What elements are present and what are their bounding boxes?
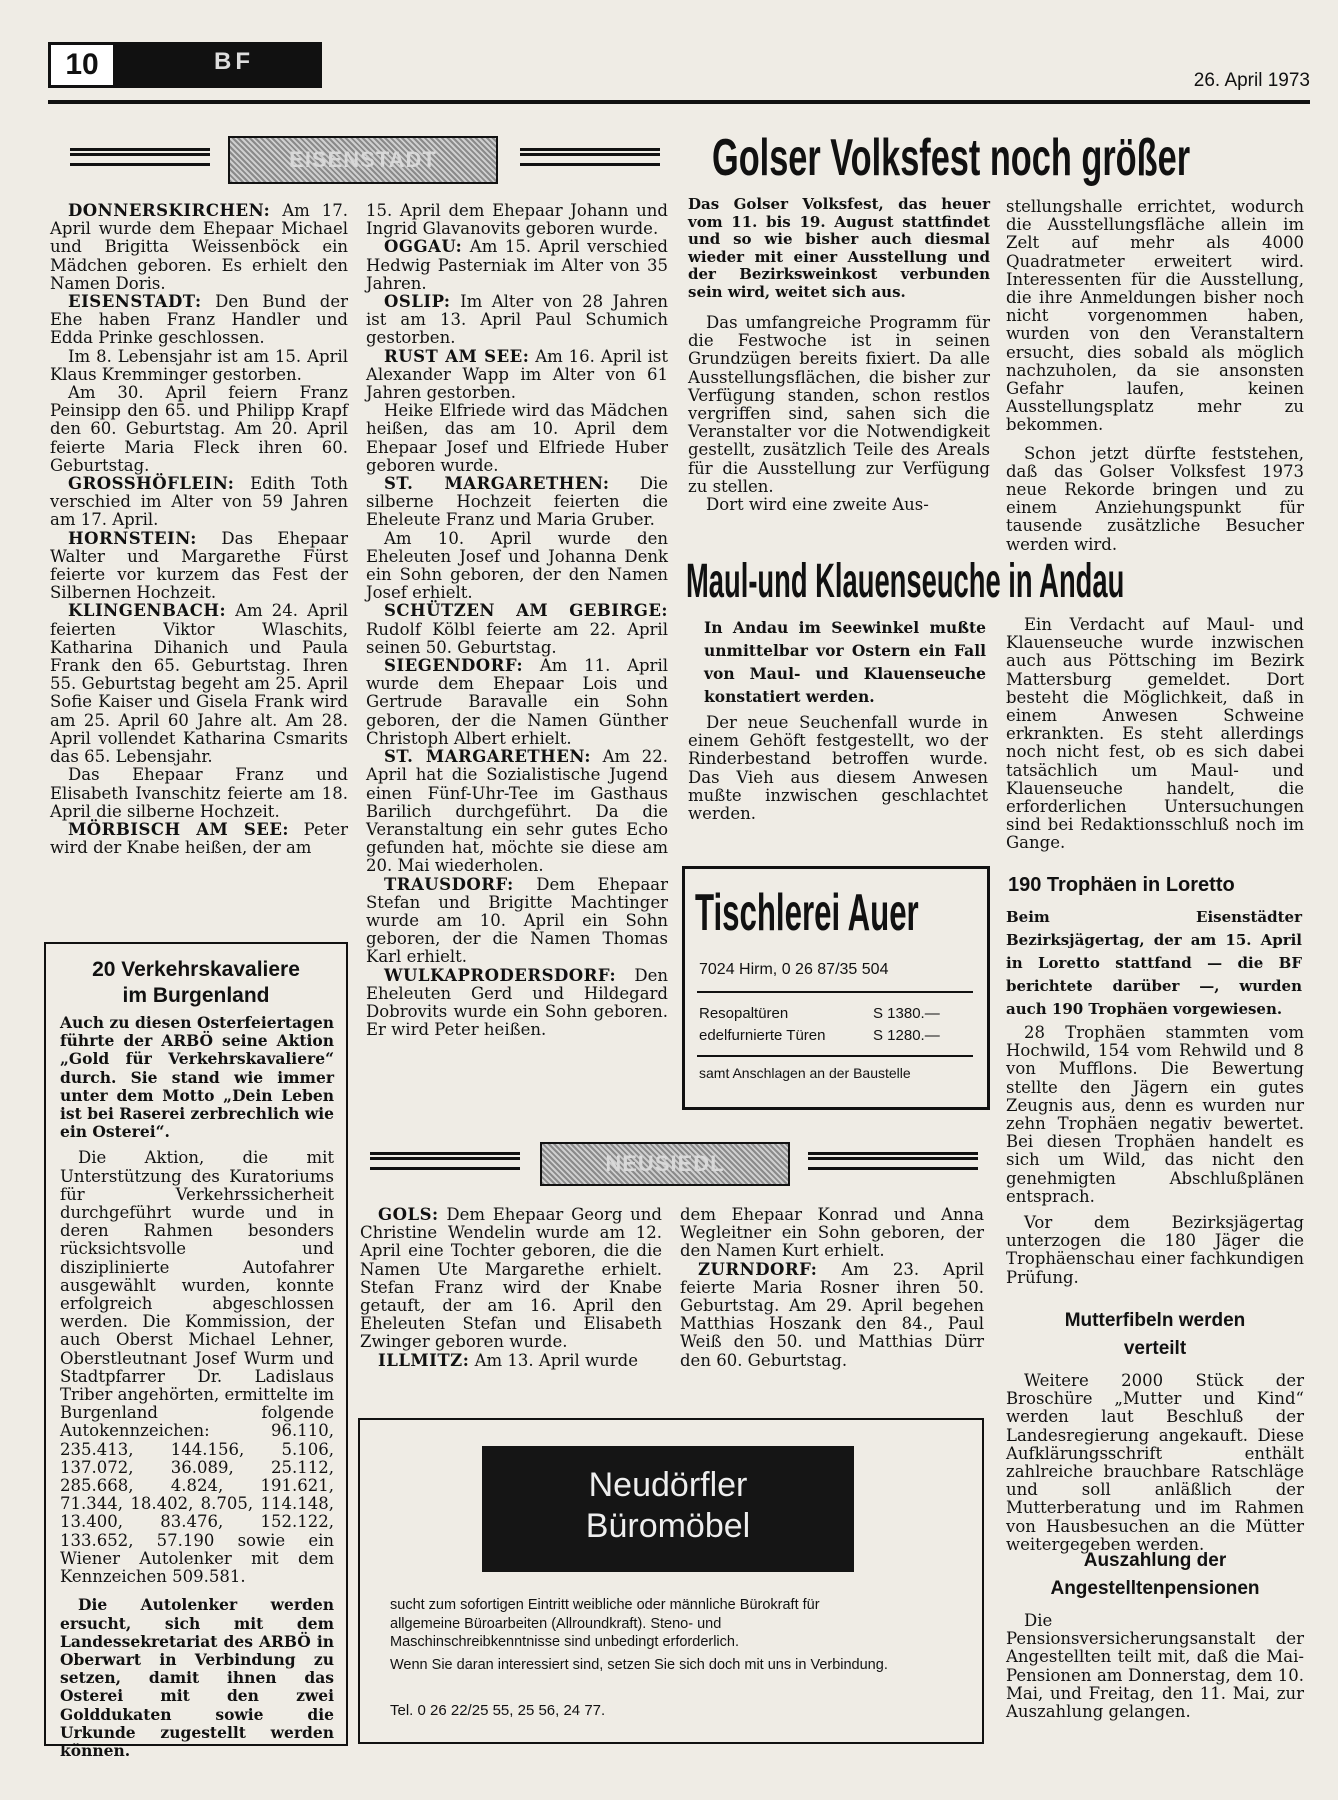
tischlerei-item-1-label: Resopaltüren: [699, 1005, 789, 1022]
verkehr-headline-1: 20 Verkehrskavaliere: [92, 958, 300, 981]
trophaeen-paragraph-1: 28 Trophäen stammten vom Hochwild, 154 vom Rehwild und 8 von Mufflons. Die Bewertung stellte den Jägern ein gutes Zeugnis aus, denn es wurden nur zehn Trophäen negativ bewertet. Bei diesen Trophäen handelt es sich um Wild, das nicht den genehmigten Abschlußplänen entsprach.: [1006, 1023, 1304, 1206]
pensionen-headline-1: Auszahlung der: [1083, 1550, 1227, 1571]
trophaeen-paragraph-2: Vor dem Bezirksjägertag unterzogen die 180 Jäger die Trophäenschau einer fachkundigen Prüfung.: [1006, 1213, 1304, 1287]
tischlerei-name: Tischlerei Auer: [695, 884, 919, 942]
neudoerfler-title-1: Neudörfler: [588, 1466, 748, 1504]
trophaeen-body: [1006, 1024, 1304, 1287]
golser-paragraph-3: stellungshalle errichtet, wodurch die Ausstellungsfläche allein im Zelt auf mehr als 4000 Quadratmeter erweitert wird. Interessenten für die Ausstellung, die ihre Anmeldungen bisher noch nicht vorgenommen haben, wurden von den Veranstaltern ersucht, dies sobald als möglich nachzuholen, da sie ansonsten Gefahr laufen, keinen Ausstellungsplatz mehr zu bekommen.: [1006, 197, 1304, 435]
notice-text: 15. April dem Ehepaar Johann und Ingrid Glavanovits geboren wurde.: [366, 201, 668, 239]
maul-column-2: [1006, 616, 1304, 853]
section-rule-left-2: [370, 1152, 520, 1170]
notice-item: [50, 475, 348, 530]
section-code: BF: [214, 48, 254, 75]
notice-location: TRAUSDORF:: [384, 874, 514, 894]
notice-text: Am 11. April wurde dem Ehepaar Lois und Gertrude Baravalle ein Sohn geboren, der die Namen Günther Christoph Albert erhielt.: [366, 656, 668, 748]
notice-item: [50, 821, 348, 857]
golser-column-1: [688, 314, 990, 514]
neudoerfler-title-2: Büromöbel: [585, 1507, 751, 1545]
tischlerei-item-1-price: S 1380.—: [873, 1005, 940, 1022]
neusiedl-column-2: [680, 1206, 984, 1370]
verkehr-body: [60, 1149, 334, 1760]
notice-location: GROSSHÖFLEIN:: [68, 474, 235, 494]
tischlerei-rule-2: [697, 1055, 973, 1057]
pensionen-headline-2: Angestelltenpensionen: [1050, 1578, 1260, 1599]
neudoerfler-text-2: Wenn Sie daran interessiert sind, setzen Sie sich doch mit uns in Verbindung.: [390, 1657, 888, 1673]
notice-location: OGGAU:: [384, 237, 463, 257]
mutterfibeln-body: [1006, 1372, 1304, 1554]
golser-paragraph-4: Schon jetzt dürfte feststehen, daß das Golser Volksfest 1973 neue Rekorde bringen und zu einem Anziehungspunkt für tausende zusätzliche Besucher werden wird.: [1006, 443, 1304, 554]
verkehr-headline-2: im Burgenland: [122, 984, 270, 1007]
notice-location: SCHÜTZEN AM GEBIRGE:: [384, 601, 668, 621]
notice-item: [50, 384, 348, 475]
notice-location: ST. MARGARETHEN:: [384, 747, 591, 767]
notice-text: Den Eheleuten Gerd und Hildegard Dobrovits wurde ein Sohn geboren. Er wird Peter heißen.: [366, 965, 668, 1040]
notice-location: HORNSTEIN:: [68, 528, 197, 548]
notice-text: Das Ehepaar Franz und Elisabeth Ivanschitz feierte am 18. April die silberne Hochzeit.: [50, 765, 348, 821]
notice-item: [50, 602, 348, 766]
notice-text: Im 8. Lebensjahr ist am 15. April Klaus Kremminger gestorben.: [50, 346, 348, 384]
notice-text: Am 10. April wurde den Eheleuten Josef und Johanna Denk ein Sohn geboren, der den Namen Josef erhielt.: [366, 528, 668, 603]
section-rule-right-2: [808, 1152, 978, 1170]
maul-lead: In Andau im Seewinkel mußte unmittelbar vor Ostern ein Fall von Maul- und Klauenseuche konstatiert werden.: [704, 618, 986, 706]
issue-date: 26. April 1973: [1193, 70, 1310, 91]
neudoerfler-text-1: sucht zum sofortigen Eintritt weibliche oder männliche Bürokraft für allgemeine Büroarbeiten (Allroundkraft). Steno- und Maschinschreibkenntnisse sind unbedingt erforderlich.: [390, 1597, 820, 1650]
section-rule-right: [520, 148, 660, 166]
maul-column-1: [688, 714, 988, 823]
notice-item: [50, 766, 348, 821]
notice-location: EISENSTADT:: [68, 292, 202, 312]
section-rule-left: [70, 148, 210, 166]
mutterfibeln-headline-2: verteilt: [1123, 1338, 1187, 1359]
notice-item: [680, 1261, 984, 1370]
trophaeen-headline: 190 Trophäen in Loretto: [1008, 874, 1235, 896]
maul-headline: Maul-und Klauenseuche in Andau: [686, 555, 1125, 608]
notice-item: [366, 602, 668, 657]
tischlerei-item-2-price: S 1280.—: [873, 1027, 940, 1044]
pensionen-body: [1006, 1612, 1304, 1721]
golser-paragraph-1: Das umfangreiche Programm für die Festwoche ist in seinen Grundzügen bereits fixiert. Da alle Ausstellungsflächen, die bisher zur Verfügung standen, schon restlos vergriffen sind, sahen sich die Veranstalter vor die Notwendigkeit gestellt, zusätzlich Teile des Areals für die Ausstellung zur Verfügung zu stellen.: [688, 313, 990, 496]
notice-item: [366, 967, 668, 1040]
notice-location: MÖRBISCH AM SEE:: [68, 819, 290, 839]
notice-item: [366, 475, 668, 530]
trophaeen-lead: Beim Eisenstädter Bezirksjägertag, der am 15. April in Loretto stattfand — die BF berichtete darüber —, wurden auch 190 Trophäen vorgewiesen.: [1006, 908, 1302, 1018]
neudoerfler-ad: [358, 1418, 984, 1744]
notice-item: [366, 238, 668, 293]
tischlerei-item-2-label: edelfurnierte Türen: [699, 1027, 826, 1044]
page-header: [48, 40, 1310, 110]
mutterfibeln-headline-1: Mutterfibeln werden: [1064, 1310, 1246, 1331]
notice-text: Im Alter von 28 Jahren ist am 13. April Paul Schumich gestorben.: [366, 292, 669, 348]
notice-text: Am 30. April feiern Franz Peinsipp den 65. und Philipp Krapf den 60. Geburtstag. Am 20. April feierte Maria Fleck ihren 60. Geburtstag.: [50, 383, 348, 475]
verkehr-lead: Auch zu diesen Osterfeiertagen führte der ARBÖ seine Aktion „Gold für Verkehrskavaliere“ durch. Sie stand wie immer unter dem Motto „Dein Leben ist bei Raserei zerbrechlich wie ein Osterei“.: [60, 1013, 334, 1142]
notice-text: Dem Ehepaar Georg und Christine Wendelin wurde am 12. April eine Tochter geboren, die die Namen Ute Margarethe erhielt. Stefan Franz wird der Knabe getauft, der am 16. April den Eheleuten Stefan und Elisabeth Zwinger geboren wurde.: [360, 1205, 662, 1352]
notice-text: Rudolf Kölbl feierte am 22. April seinen 50. Geburtstag.: [366, 619, 668, 657]
notice-text: dem Ehepaar Konrad und Anna Wegleitner ein Sohn geboren, der den Namen Kurt erhielt.: [680, 1205, 984, 1261]
tischlerei-ad: [682, 866, 990, 1110]
golser-headline: Golser Volksfest noch größer: [712, 129, 1191, 187]
verkehr-paragraph-1: Die Aktion, die mit Unterstützung des Kuratoriums für Verkehrssicherheit durchgeführt wurde und in deren Rahmen besonders rücksichtsvolle und disziplinierte Autofahrer ausgewählt wurden, konnte erfolgreich abgeschlossen werden. Die Kommission, der auch Oberst Michael Lehner, Oberstleutnant Josef Wurm und Stadtpfarrer Dr. Ladislaus Triber angehörten, ermittelte im Burgenland folgende Autokennzeichen: 96.110, 235.413, 144.156, 5.106, 137.072, 36.089, 25.112, 285.668, 4.824, 191.621, 71.344, 18.402, 8.705, 114.148, 13.400, 83.476, 152.122, 133.652, 57.190 sowie ein Wiener Autolenker mit dem Kennzeichen 509.581.: [60, 1148, 334, 1587]
notice-text: Das Ehepaar Walter und Margarethe Fürst feierte vor kurzem das Fest der Silbernen Hochzeit.: [50, 528, 348, 603]
tischlerei-footer: samt Anschlagen an der Baustelle: [699, 1065, 911, 1081]
maul-paragraph-2: Ein Verdacht auf Maul- und Klauenseuche wurde inzwischen auch aus Pöttsching im Bezirk Mattersburg gemeldet. Dort besteht die Möglichkeit, daß in einem Anwesen Schweine erkrankten. Es steht allerdings noch nicht fest, ob es sich dabei tatsächlich um Maul- und Klauenseuche handelt, die erforderlichen Untersuchungen sind bei Redaktionsschluß noch im Gange.: [1006, 615, 1304, 853]
notice-text: Am 22. April hat die Sozialistische Jugend einen Fünf-Uhr-Tee im Gasthaus Barilich durchgeführt. Da die Veranstaltung ein sehr gutes Echo gefunden hat, möchte sie diese am 20. Mai wiederholen.: [366, 747, 669, 876]
notice-item: [680, 1206, 984, 1261]
notice-item: [366, 530, 668, 603]
tischlerei-address: 7024 Hirm, 0 26 87/35 504: [699, 961, 889, 978]
notice-location: GOLS:: [378, 1205, 439, 1224]
notice-text: Den Bund der Ehe haben Franz Handler und Edda Prinke geschlossen.: [50, 292, 349, 348]
eisenstadt-column-1: [50, 202, 348, 857]
notice-text: Peter wird der Knabe heißen, der am: [50, 819, 349, 858]
section-label-neusiedl: NEUSIEDL: [540, 1142, 790, 1186]
section-code-bar: [114, 42, 322, 88]
notice-item: [366, 748, 668, 875]
notice-text: Die silberne Hochzeit feierten die Eheleute Franz und Maria Gruber.: [366, 474, 669, 530]
notice-text: Am 15. April verschied Hedwig Pasterniak im Alter von 35 Jahren.: [366, 237, 668, 293]
notice-item: [366, 293, 668, 348]
maul-paragraph-1: Der neue Seuchenfall wurde in einem Gehöft festgestellt, wo der Rinderbestand betroffen wurde. Das Vieh aus diesem Anwesen mußte inzwischen geschlachtet werden.: [688, 713, 988, 824]
notice-location: ILLMITZ:: [378, 1350, 470, 1370]
tischlerei-rule: [697, 991, 973, 993]
notice-item: [366, 348, 668, 403]
notice-location: KLINGENBACH:: [68, 601, 227, 621]
notice-item: [360, 1206, 662, 1352]
golser-lead: Das Golser Volksfest, das heuer vom 11. bis 19. August stattfindet und so wie bisher auch diesmal wieder mit einer Ausstellung und der Bezirksweinkost verbunden sein wird, weitet sich aus.: [688, 195, 990, 301]
notice-item: [50, 293, 348, 348]
notice-item: [360, 1352, 662, 1370]
notice-text: Am 24. April feierten Viktor Wlaschits, Katharina Dihanich und Paula Frank den 65. Geburtstag. Ihren 55. Geburtstag begeht am 25. April Sofie Kaiser und Gisela Frank wird am 25. April 60 Jahre alt. Am 28. April vollendet Katharina Csmarits das 65. Lebensjahr.: [50, 601, 348, 767]
notice-item: [366, 876, 668, 967]
notice-location: RUST AM SEE:: [384, 346, 530, 366]
golser-paragraph-2: Dort wird eine zweite Aus-: [706, 495, 929, 515]
notice-text: Am 13. April wurde: [474, 1350, 638, 1370]
notice-item: [366, 202, 668, 238]
notice-item: [50, 202, 348, 293]
verkehr-paragraph-2: Die Autolenker werden ersucht, sich mit dem Landessekretariat des ARBÖ in Oberwart in Verbindung zu setzen, damit ihnen das Osterei mit den zwei Golddukaten sowie die Urkunde zugestellt werden können.: [60, 1595, 334, 1760]
notice-location: DONNERSKIRCHEN:: [68, 201, 271, 220]
notice-text: Am 23. April feierte Maria Rosner ihren 50. Geburtstag. Am 29. April begehen Matthias Hoszank den 84., Paul Weiß den 50. und Matthias Dürr den 60. Geburtstag.: [680, 1259, 984, 1370]
notice-text: Am 17. April wurde dem Ehepaar Michael und Brigitta Weissenböck ein Mädchen geboren. Es erhielt den Namen Doris.: [50, 201, 348, 293]
notice-item: [366, 402, 668, 475]
page-number: 10: [65, 48, 99, 81]
mutterfibeln-paragraph: Weitere 2000 Stück der Broschüre „Mutter und Kind“ werden laut Beschluß der Landesregierung angekauft. Diese Aufklärungsschrift enthält zahlreiche brauchbare Ratschläge und soll anläßlich der Mutterberatung und im Rahmen von Hausbesuchen an die Mütter weitergegeben werden.: [1006, 1371, 1304, 1554]
notice-location: WULKAPRODERSDORF:: [384, 965, 617, 985]
notice-item: [50, 348, 348, 384]
notice-text: Am 16. April ist Alexander Wapp im Alter von 61 Jahren gestorben.: [366, 346, 668, 403]
notice-location: OSLIP:: [384, 292, 451, 312]
neudoerfler-phone: Tel. 0 26 22/25 55, 25 56, 24 77.: [390, 1702, 606, 1719]
neusiedl-column-1: [360, 1206, 662, 1370]
notice-text: Edith Toth verschied im Alter von 59 Jahren am 17. April.: [50, 474, 348, 530]
notice-location: ZURNDORF:: [698, 1259, 818, 1279]
verkehr-box: [44, 942, 348, 1760]
notice-item: [50, 530, 348, 603]
page-number-box: [48, 42, 116, 88]
notice-text: Dem Ehepaar Stefan und Brigitte Machtinger wurde am 10. April ein Sohn geboren, der die Namen Thomas Karl erhielt.: [366, 874, 668, 967]
header-rule: [48, 100, 1310, 104]
notice-text: Heike Elfriede wird das Mädchen heißen, das am 10. April dem Ehepaar Josef und Elfriede Huber geboren wurde.: [366, 401, 668, 475]
neudoerfler-title-block: [482, 1446, 854, 1572]
section-label-eisenstadt: EISENSTADT: [228, 136, 498, 184]
eisenstadt-column-2: [366, 202, 668, 1039]
notice-item: [366, 657, 668, 748]
notice-location: SIEGENDORF:: [384, 656, 524, 676]
golser-column-2: [1006, 198, 1304, 554]
notice-location: ST. MARGARETHEN:: [384, 474, 610, 494]
pensionen-paragraph: Die Pensionsversicherungsanstalt der Angestellten teilt mit, daß die Mai-Pensionen am Donnerstag, dem 10. Mai, und Freitag, den 11. Mai, zur Auszahlung gelangen.: [1006, 1611, 1304, 1722]
